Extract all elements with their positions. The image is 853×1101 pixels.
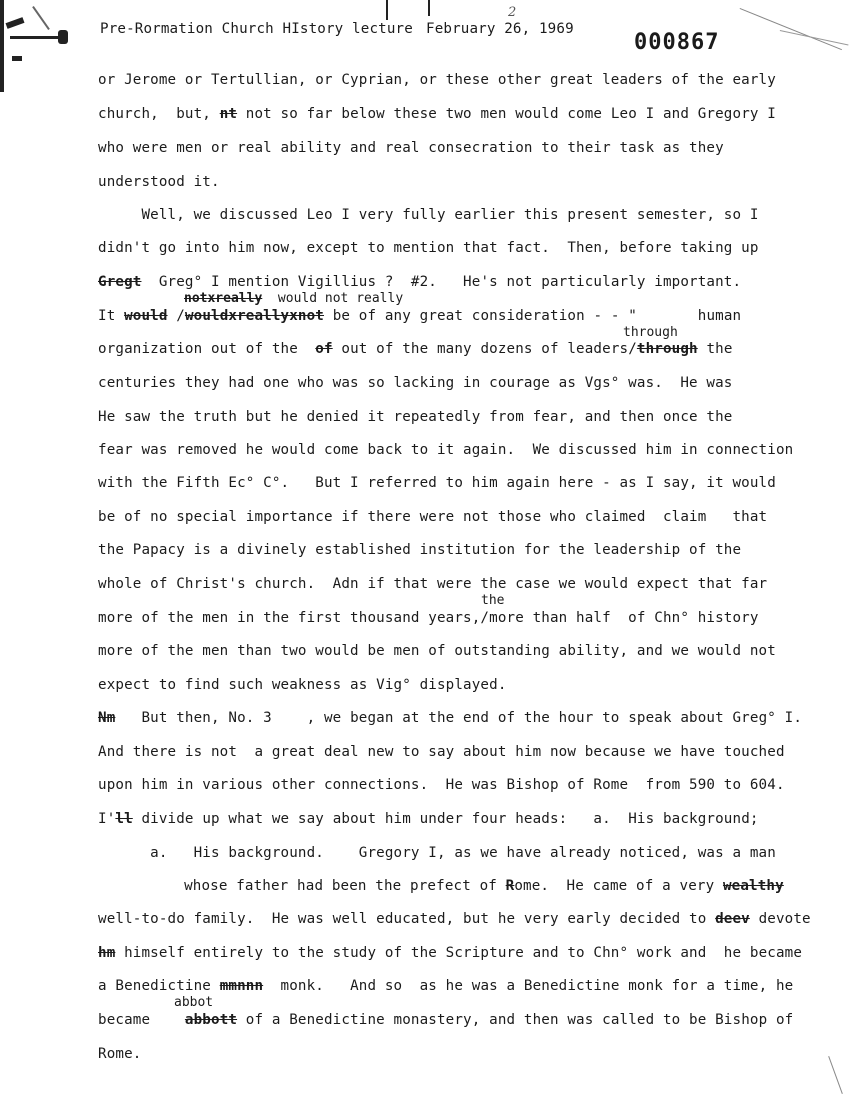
text-line: It would /wouldxreallyxnot be of any great consideration - - " human [98, 308, 742, 324]
text-line: with the Fifth Ec° C°. But I referred to him again here - as I say, it would [98, 475, 776, 491]
text-line: more of the men in the first thousand years,/more than half of Chn° history [98, 610, 759, 626]
text-line: a. His background. Gregory I, as we have already noticed, was a man [98, 845, 776, 861]
text-line: understood it. [98, 174, 220, 190]
interlinear-insertion: the [481, 593, 505, 608]
header-date: February 26, 1969 [426, 21, 574, 37]
pencil-annotation: 2 [508, 5, 517, 20]
struck-text: notxreally [184, 291, 263, 306]
text-line: the Papacy is a divinely established institution for the leadership of the [98, 542, 742, 558]
interlinear-insertion: abbot [174, 995, 214, 1010]
text-line: I'll divide up what we say about him under four heads: a. His background; [98, 811, 759, 827]
interlinear-insertion: through [623, 325, 678, 340]
struck-text: of [315, 341, 333, 357]
struck-text: wouldxreallyxnot [184, 308, 325, 324]
struck-text: deev [715, 911, 750, 927]
text-line: became abbott of a Benedictine monastery, and then was called to be Bishop of [98, 1012, 794, 1028]
text-line: be of no special importance if there were not those who claimed claim that [98, 509, 768, 525]
page-number-stamp: 000867 [634, 30, 720, 55]
struck-text: mmnnn [219, 978, 264, 994]
text-line: fear was removed he would come back to it again. We discussed him in connection [98, 442, 794, 458]
text-line: or Jerome or Tertullian, or Cyprian, or these other great leaders of the early [98, 72, 776, 88]
struck-text: through [636, 341, 698, 357]
struck-text: Nm [98, 710, 116, 726]
text-line: whose father had been the prefect of Rome. He came of a very wealthy [45, 878, 784, 894]
struck-text: ll [115, 811, 133, 827]
struck-text: abbott [184, 1012, 238, 1028]
text-line: well-to-do family. He was well educated, but he very early decided to deev devote [98, 911, 811, 927]
header-title: Pre-Rormation Church HIstory lecture [100, 21, 413, 37]
text-line: more of the men than two would be men of outstanding ability, and we would not [98, 643, 776, 659]
struck-text: would [124, 308, 168, 324]
text-line: didn't go into him now, except to mention that fact. Then, before taking up [98, 240, 759, 256]
text-line: who were men or real ability and real consecration to their task as they [98, 140, 724, 156]
struck-text: Gregt [98, 274, 142, 290]
text-line: upon him in various other connections. He was Bishop of Rome from 590 to 604. [98, 777, 785, 793]
text-line: Rome. [98, 1046, 142, 1062]
text-line: centuries they had one who was so lacking in courage as Vgs° was. He was [98, 375, 733, 391]
text-line: church, but, nt not so far below these two men would come Leo I and Gregory I [98, 106, 776, 122]
text-line: Nm But then, No. 3 , we began at the end of the hour to speak about Greg° I. [98, 710, 803, 726]
text-line: Well, we discussed Leo I very fully earlier this present semester, so I [98, 207, 759, 223]
struck-text: R [505, 878, 515, 894]
text-line: Gregt Greg° I mention Vigillius ? #2. He's not particularly important. [98, 274, 742, 290]
text-line: He saw the truth but he denied it repeatedly from fear, and then once the [98, 409, 733, 425]
struck-text: hm [98, 945, 116, 961]
struck-text: wealthy [722, 878, 784, 894]
text-line: organization out of the of out of the many dozens of leaders/through the [98, 341, 733, 357]
struck-text: nt [219, 106, 238, 122]
text-line: And there is not a great deal new to say about him now because we have touched [98, 744, 785, 760]
interlinear-insertion: notxreally would not really [184, 291, 404, 306]
text-line: hm himself entirely to the study of the Scripture and to Chn° work and he became [98, 945, 803, 961]
text-line: whole of Christ's church. Adn if that were the case we would expect that far [98, 576, 768, 592]
text-line: a Benedictine mmnnn monk. And so as he was a Benedictine monk for a time, he [98, 978, 794, 994]
text-line: expect to find such weakness as Vig° displayed. [98, 677, 507, 693]
